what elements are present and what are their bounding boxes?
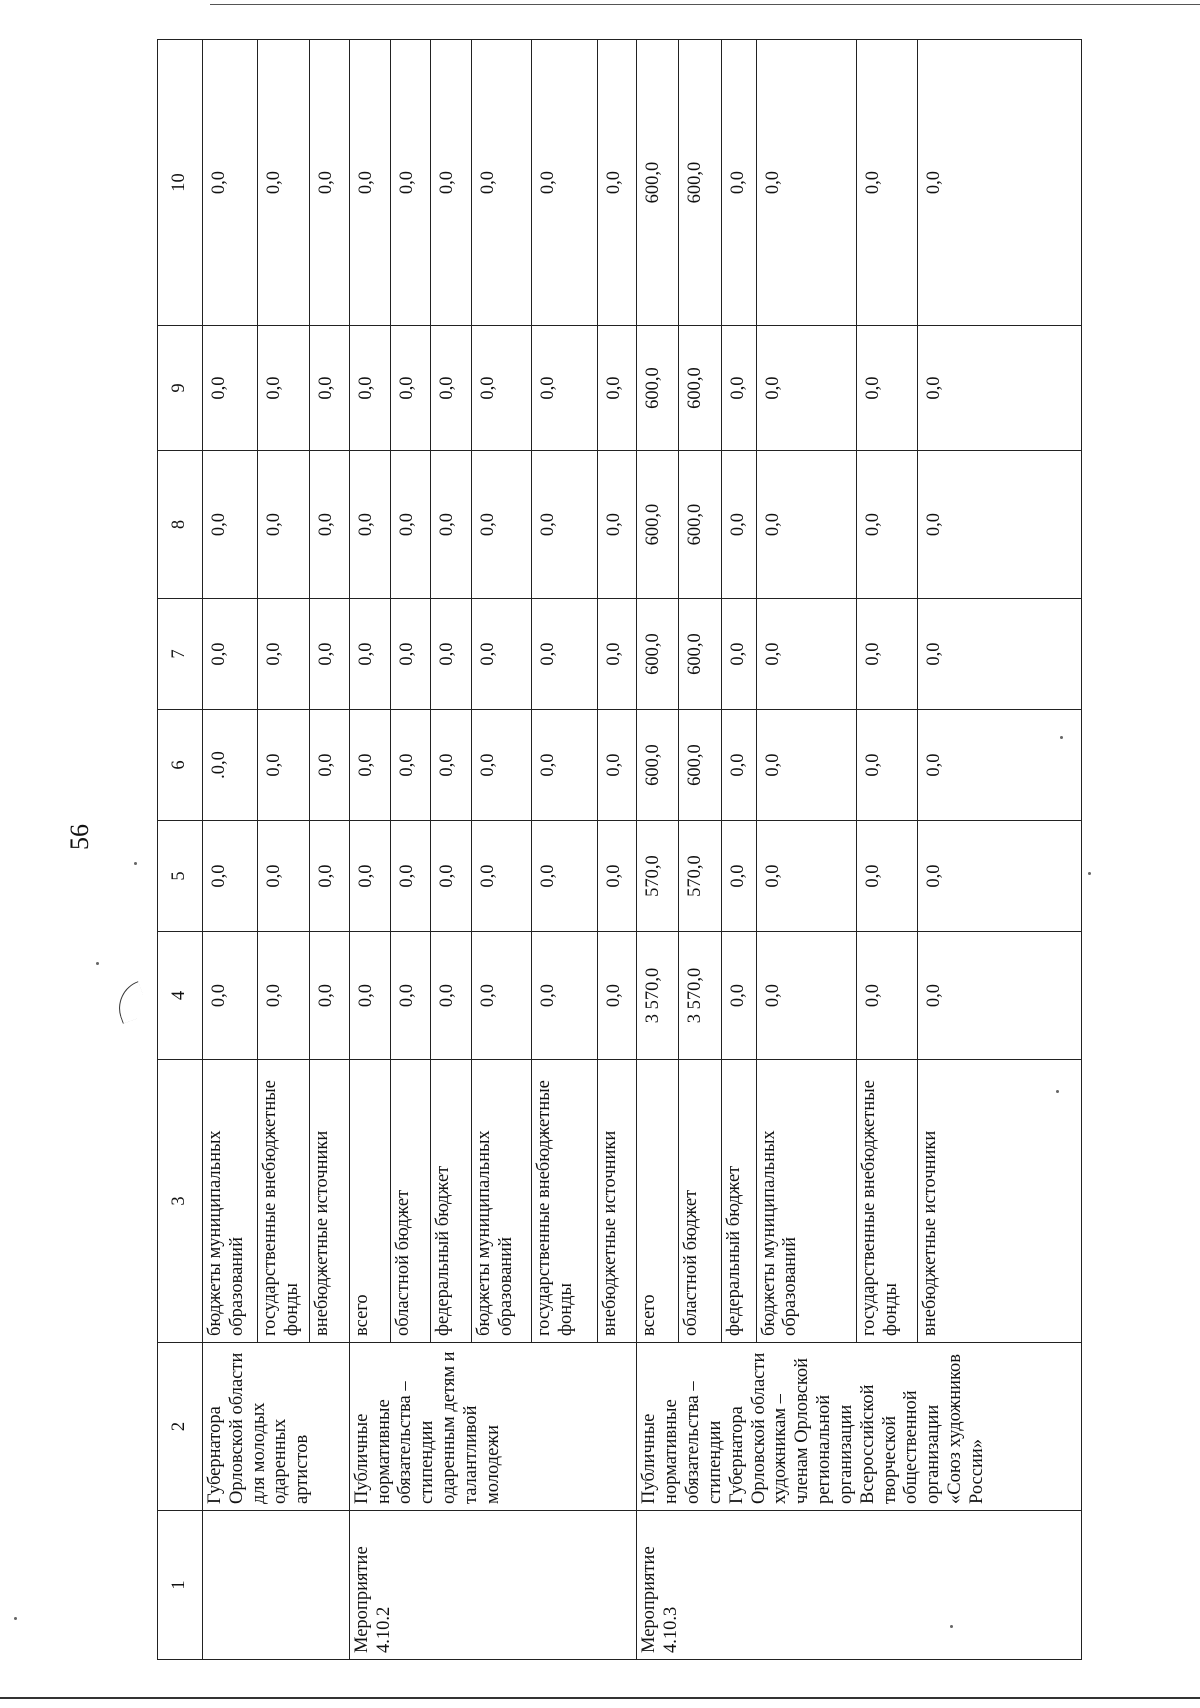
column-header: 10 xyxy=(158,40,203,326)
funding-source-cell: государственные внебюджетные фонды xyxy=(857,1060,917,1343)
amount-cell: 0,0 xyxy=(431,451,472,599)
funding-source-cell: всего xyxy=(637,1060,679,1343)
amount-cell: 0,0 xyxy=(597,326,637,451)
top-rule xyxy=(210,4,1200,5)
amount-cell: .0,0 xyxy=(203,710,258,821)
event-id-cell: Мероприятие 4.10.3 xyxy=(637,1511,1082,1660)
event-id-cell: Мероприятие 4.10.2 xyxy=(349,1511,637,1660)
amount-cell: 0,0 xyxy=(917,599,1081,710)
amount-cell: 0,0 xyxy=(532,710,597,821)
amount-cell: 3 570,0 xyxy=(637,932,679,1060)
speck xyxy=(1088,872,1091,875)
column-header: 2 xyxy=(158,1343,203,1511)
funding-source-cell: федеральный бюджет xyxy=(431,1060,472,1343)
amount-cell: 0,0 xyxy=(917,40,1081,326)
amount-cell: 0,0 xyxy=(756,451,857,599)
amount-cell: 0,0 xyxy=(390,932,431,1060)
column-header: 5 xyxy=(158,821,203,932)
amount-cell: 0,0 xyxy=(431,932,472,1060)
funding-source-cell: бюджеты муниципальных образований xyxy=(203,1060,258,1343)
amount-cell: 0,0 xyxy=(203,821,258,932)
amount-cell: 0,0 xyxy=(390,451,431,599)
amount-cell: 0,0 xyxy=(472,710,532,821)
page-number: 56 xyxy=(65,824,94,850)
amount-cell: 0,0 xyxy=(309,821,349,932)
amount-cell: 0,0 xyxy=(722,40,756,326)
funding-source-cell: областной бюджет xyxy=(390,1060,431,1343)
column-header: 7 xyxy=(158,599,203,710)
amount-cell: 0,0 xyxy=(722,932,756,1060)
funding-source-cell: бюджеты муниципальных образований xyxy=(472,1060,532,1343)
speck xyxy=(134,862,137,865)
amount-cell: 0,0 xyxy=(917,326,1081,451)
amount-cell: 0,0 xyxy=(532,326,597,451)
amount-cell: 0,0 xyxy=(472,821,532,932)
amount-cell: 0,0 xyxy=(917,932,1081,1060)
amount-cell: 0,0 xyxy=(203,451,258,599)
amount-cell: 0,0 xyxy=(472,40,532,326)
speck xyxy=(14,1617,17,1620)
amount-cell: 600,0 xyxy=(679,451,722,599)
amount-cell: 0,0 xyxy=(309,710,349,821)
amount-cell: 0,0 xyxy=(597,821,637,932)
amount-cell: 0,0 xyxy=(756,599,857,710)
amount-cell: 0,0 xyxy=(756,821,857,932)
column-header: 9 xyxy=(158,326,203,451)
funding-source-cell: внебюджетные источники xyxy=(309,1060,349,1343)
column-header: 8 xyxy=(158,451,203,599)
amount-cell: 0,0 xyxy=(756,932,857,1060)
column-header: 6 xyxy=(158,710,203,821)
amount-cell: 0,0 xyxy=(597,451,637,599)
header-row xyxy=(158,40,203,1660)
funding-source-cell: бюджеты муниципальных образований xyxy=(756,1060,857,1343)
amount-cell: 0,0 xyxy=(257,821,309,932)
amount-cell: 0,0 xyxy=(349,710,390,821)
amount-cell: 0,0 xyxy=(257,710,309,821)
amount-cell: 0,0 xyxy=(917,451,1081,599)
amount-cell: 0,0 xyxy=(390,821,431,932)
amount-cell: 3 570,0 xyxy=(679,932,722,1060)
amount-cell: 0,0 xyxy=(203,40,258,326)
amount-cell: 0,0 xyxy=(532,932,597,1060)
amount-cell: 0,0 xyxy=(349,40,390,326)
amount-cell: 0,0 xyxy=(472,451,532,599)
amount-cell: 600,0 xyxy=(679,326,722,451)
amount-cell: 0,0 xyxy=(390,599,431,710)
amount-cell: 600,0 xyxy=(679,40,722,326)
column-header: 3 xyxy=(158,1060,203,1343)
amount-cell: 0,0 xyxy=(532,599,597,710)
pen-mark xyxy=(111,981,150,1024)
event-id-cell xyxy=(203,1511,350,1660)
amount-cell: 0,0 xyxy=(431,710,472,821)
table-row xyxy=(349,40,390,1660)
amount-cell: 0,0 xyxy=(203,599,258,710)
amount-cell: 0,0 xyxy=(532,40,597,326)
amount-cell: 0,0 xyxy=(857,451,917,599)
amount-cell: 0,0 xyxy=(390,326,431,451)
column-header: 1 xyxy=(158,1511,203,1660)
amount-cell: 0,0 xyxy=(857,932,917,1060)
event-name-cell: Публичные нормативные обязательства – стипендии одаренным детям и талантливой молодежи xyxy=(349,1343,637,1511)
amount-cell: 600,0 xyxy=(679,599,722,710)
table-row xyxy=(637,40,679,1660)
amount-cell: 0,0 xyxy=(257,451,309,599)
amount-cell: 0,0 xyxy=(917,710,1081,821)
amount-cell: 0,0 xyxy=(309,599,349,710)
funding-source-cell: областной бюджет xyxy=(679,1060,722,1343)
amount-cell: 0,0 xyxy=(349,932,390,1060)
amount-cell: 0,0 xyxy=(257,599,309,710)
budget-table xyxy=(157,39,1082,1660)
amount-cell: 0,0 xyxy=(257,932,309,1060)
amount-cell: 600,0 xyxy=(679,710,722,821)
amount-cell: 0,0 xyxy=(722,451,756,599)
bottom-rule xyxy=(0,1697,1200,1699)
amount-cell: 0,0 xyxy=(756,40,857,326)
amount-cell: 0,0 xyxy=(257,40,309,326)
amount-cell: 0,0 xyxy=(722,821,756,932)
amount-cell: 600,0 xyxy=(637,40,679,326)
amount-cell: 0,0 xyxy=(472,326,532,451)
amount-cell: 570,0 xyxy=(679,821,722,932)
amount-cell: 0,0 xyxy=(257,326,309,451)
amount-cell: 0,0 xyxy=(390,710,431,821)
funding-source-cell: государственные внебюджетные фонды xyxy=(257,1060,309,1343)
amount-cell: 0,0 xyxy=(756,326,857,451)
amount-cell: 600,0 xyxy=(637,599,679,710)
funding-source-cell: государственные внебюджетные фонды xyxy=(532,1060,597,1343)
amount-cell: 600,0 xyxy=(637,710,679,821)
amount-cell: 0,0 xyxy=(857,326,917,451)
column-header: 4 xyxy=(158,932,203,1060)
amount-cell: 0,0 xyxy=(472,599,532,710)
amount-cell: 0,0 xyxy=(532,821,597,932)
amount-cell: 0,0 xyxy=(857,40,917,326)
amount-cell: 0,0 xyxy=(309,40,349,326)
amount-cell: 0,0 xyxy=(390,40,431,326)
amount-cell: 0,0 xyxy=(597,599,637,710)
amount-cell: 0,0 xyxy=(431,326,472,451)
speck xyxy=(96,962,99,965)
amount-cell: 0,0 xyxy=(857,599,917,710)
amount-cell: 0,0 xyxy=(349,821,390,932)
amount-cell: 0,0 xyxy=(309,932,349,1060)
event-name-cell: Губернатора Орловской области для молодых одаренных артистов xyxy=(203,1343,350,1511)
amount-cell: 0,0 xyxy=(472,932,532,1060)
funding-source-cell: федеральный бюджет xyxy=(722,1060,756,1343)
event-name-cell: Публичные нормативные обязательства – стипендии Губернатора Орловской области художникам – членам Орловской региональной организации Всероссийской творческой общественной организации «Союз художников России» xyxy=(637,1343,1082,1511)
amount-cell: 0,0 xyxy=(431,40,472,326)
funding-source-cell: всего xyxy=(349,1060,390,1343)
amount-cell: 0,0 xyxy=(722,710,756,821)
funding-source-cell: внебюджетные источники xyxy=(597,1060,637,1343)
amount-cell: 0,0 xyxy=(431,599,472,710)
rotated-table-wrapper xyxy=(157,40,1082,1660)
amount-cell: 600,0 xyxy=(637,451,679,599)
amount-cell: 0,0 xyxy=(349,326,390,451)
table-row xyxy=(203,40,258,1660)
amount-cell: 0,0 xyxy=(597,710,637,821)
amount-cell: 0,0 xyxy=(309,326,349,451)
amount-cell: 0,0 xyxy=(203,326,258,451)
amount-cell: 0,0 xyxy=(309,451,349,599)
amount-cell: 0,0 xyxy=(722,326,756,451)
amount-cell: 0,0 xyxy=(917,821,1081,932)
amount-cell: 0,0 xyxy=(857,710,917,821)
amount-cell: 0,0 xyxy=(597,40,637,326)
amount-cell: 0,0 xyxy=(722,599,756,710)
amount-cell: 0,0 xyxy=(431,821,472,932)
amount-cell: 0,0 xyxy=(203,932,258,1060)
amount-cell: 0,0 xyxy=(349,599,390,710)
amount-cell: 0,0 xyxy=(349,451,390,599)
amount-cell: 600,0 xyxy=(637,326,679,451)
table-body xyxy=(203,40,1082,1660)
funding-source-cell: внебюджетные источники xyxy=(917,1060,1081,1343)
amount-cell: 0,0 xyxy=(857,821,917,932)
amount-cell: 0,0 xyxy=(756,710,857,821)
amount-cell: 570,0 xyxy=(637,821,679,932)
amount-cell: 0,0 xyxy=(532,451,597,599)
amount-cell: 0,0 xyxy=(597,932,637,1060)
